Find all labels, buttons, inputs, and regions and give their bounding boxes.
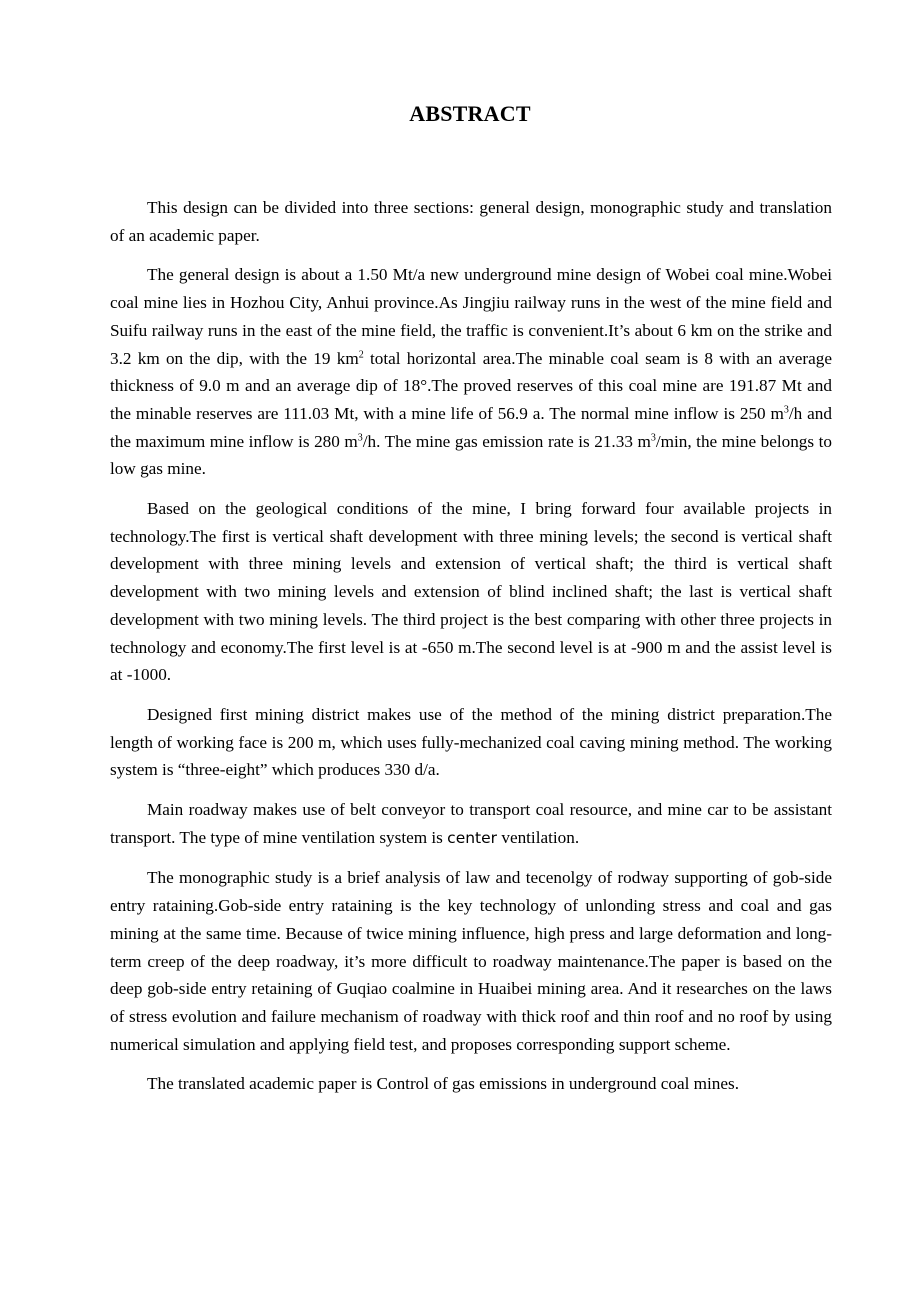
superscript: 3	[783, 404, 789, 416]
text-run: ventilation.	[497, 827, 580, 847]
superscript: 3	[650, 431, 656, 443]
paragraph-transport	[110, 796, 832, 852]
text-run: Main roadway makes use of belt conveyor to transport coal resource, and mine car to be assistant transport. The type of mine ventilation system is	[110, 800, 832, 847]
superscript: 3	[357, 431, 363, 443]
paragraph-translation: The translated academic paper is Control of gas emissions in underground coal mines.	[147, 1074, 740, 1094]
paragraph-general-design	[110, 261, 832, 483]
text-run: total horizontal area.The minable coal seam is 8 with an average thickness of 9.0 m and an average dip of 18°.The proved reserves of this coal mine are 191.87 Mt and the minable reserves are 111.03 Mt, with a mine life of 56.9 a. The normal mine inflow is 250 m	[110, 348, 832, 423]
page-title: ABSTRACT	[409, 101, 531, 126]
text-run: The general design is about a 1.50 Mt/a new underground mine design of Wobei coal mine.Wobei coal mine lies in Hozhou City, Anhui province.As Jingjiu railway runs in the west of the mine field and Suifu railway runs in the east of the mine field, the traffic is convenient.It’s about 6 km on the strike and 3.2 km on the dip, with the 19 km	[110, 265, 832, 368]
paragraph-monographic-study: The monographic study is a brief analysis of law and tecenolgy of rodway supporting of gob-side entry rataining.Gob-side entry rataining is the key technology of unlonding stress and coal and gas mining at the same time. Because of twice mining influence, high press and large deformation and long-term creep of the deep roadway, it’s more difficult to roadway maintenance.The paper is based on the deep gob-side entry retaining of Guqiao coalmine in Huaibei mining area. And it researches on the laws of stress evolution and failure mechanism of roadway with thick roof and thin roof and no roof by using numerical simulation and applying field test, and proposes corresponding support scheme.	[110, 868, 832, 1054]
text-run: /min, the mine belongs to low gas mine.	[110, 431, 832, 479]
paragraph-mining-district: Designed first mining district makes use of the method of the mining district preparation.The length of working face is 200 m, which uses fully-mechanized coal caving mining method. The working system is “three-eight” which produces 330 d/a.	[110, 704, 832, 780]
text-run: /h. The mine gas emission rate is 21.33 m	[362, 431, 651, 451]
superscript: 2	[358, 348, 364, 360]
text-run: /h and the maximum mine inflow is 280 m	[110, 403, 832, 451]
paragraph-projects: Based on the geological conditions of the mine, I bring forward four available projects in technology.The first is vertical shaft development with three mining levels; the second is vertical shaft development with three mining levels and extension of vertical shaft; the third is vertical shaft development with two mining levels and extension of blind inclined shaft; the last is vertical shaft development with two mining levels. The third project is the best comparing with other three projects in technology and economy.The first level is at -650 m.The second level is at -900 m and the assist level is at -1000.	[110, 499, 832, 685]
abstract-body	[110, 194, 832, 1110]
paragraph-overview: This design can be divided into three sections: general design, monographic study and translation of an academic paper.	[110, 198, 832, 245]
text-run-sans: center	[447, 828, 498, 847]
